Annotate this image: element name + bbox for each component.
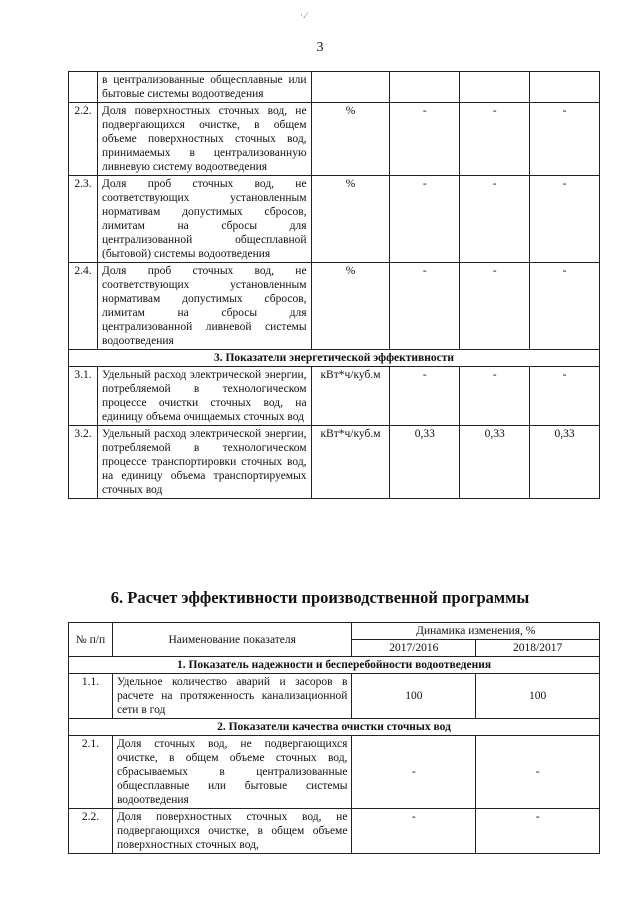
- row-number: 1.1.: [69, 674, 113, 719]
- value-cell: 100: [476, 674, 600, 719]
- value-cell: -: [530, 176, 600, 263]
- value-cell: -: [390, 367, 460, 426]
- column-header-dynamics: Динамика изменения, %: [352, 623, 600, 640]
- value-cell: -: [390, 103, 460, 176]
- value-cell: -: [352, 736, 476, 809]
- table-row: [69, 426, 600, 499]
- value-cell: -: [390, 176, 460, 263]
- value-cell: 0,33: [530, 426, 600, 499]
- page-number: 3: [316, 40, 324, 55]
- value-cell: -: [390, 263, 460, 350]
- indicator-name: Доля поверхностных сточных вод, не подвергающихся очистке, в общем объеме поверхностных сточных вод,: [112, 809, 352, 854]
- table-row: [69, 809, 600, 854]
- unit-cell: [311, 72, 390, 103]
- column-header-year: 2018/2017: [476, 640, 600, 657]
- value-cell: -: [476, 736, 600, 809]
- unit-cell: %: [311, 103, 390, 176]
- indicator-name: Удельное количество аварий и засоров в расчете на протяженность канализационной сети в год: [112, 674, 352, 719]
- value-cell: 0,33: [460, 426, 530, 499]
- value-cell: -: [530, 367, 600, 426]
- row-number: 2.1.: [69, 736, 113, 809]
- indicator-name: Доля поверхностных сточных вод, не подвергающихся очистке, в общем объеме поверхностных сточных вод, принимаемых в централизованную ливневую систему водоотведения: [97, 103, 311, 176]
- unit-cell: кВт*ч/куб.м: [311, 426, 390, 499]
- value-cell: -: [460, 263, 530, 350]
- value-cell: 0,33: [390, 426, 460, 499]
- section-heading: 2. Показатели качества очистки сточных вод: [69, 719, 600, 736]
- value-cell: -: [460, 103, 530, 176]
- column-header-number: № п/п: [69, 623, 113, 657]
- value-cell: [530, 72, 600, 103]
- table-row: [69, 367, 600, 426]
- row-number: 2.4.: [69, 263, 98, 350]
- column-header-year: 2017/2016: [352, 640, 476, 657]
- section-heading: 3. Показатели энергетической эффективности: [69, 350, 600, 367]
- table-row: [69, 263, 600, 350]
- column-header-name: Наименование показателя: [112, 623, 352, 657]
- row-number: 2.3.: [69, 176, 98, 263]
- row-number: [69, 72, 98, 103]
- value-cell: -: [460, 367, 530, 426]
- efficiency-table: [68, 622, 600, 854]
- table-row: [69, 176, 600, 263]
- indicator-name: Доля сточных вод, не подвергающихся очистке, в общем объеме сточных вод, сбрасываемых в централизованные общесплавные или бытовые системы водоотведения: [112, 736, 352, 809]
- section-heading: 1. Показатель надежности и бесперебойности водоотведения: [69, 657, 600, 674]
- section-6-title: 6. Расчет эффективности производственной программы: [110, 588, 530, 607]
- value-cell: -: [352, 809, 476, 854]
- table-row: [69, 103, 600, 176]
- section-row: [69, 719, 600, 736]
- indicator-name: Удельный расход электрической энергии, потребляемой в технологическом процессе транспортировки сточных вод, на единицу объема транспортируемых сточных вод: [97, 426, 311, 499]
- table-row: [69, 736, 600, 809]
- indicator-name: в централизованные общесплавные или бытовые системы водоотведения: [97, 72, 311, 103]
- row-number: 3.2.: [69, 426, 98, 499]
- unit-cell: %: [311, 263, 390, 350]
- row-number: 2.2.: [69, 103, 98, 176]
- indicators-table-continued: [68, 71, 600, 499]
- section-row: [69, 350, 600, 367]
- value-cell: -: [460, 176, 530, 263]
- unit-cell: кВт*ч/куб.м: [311, 367, 390, 426]
- table-row: [69, 674, 600, 719]
- indicator-name: Доля проб сточных вод, не соответствующих установленным нормативам допустимых сбросов, лимитам на сбросы для централизованной ливневой системы водоотведения: [97, 263, 311, 350]
- value-cell: [460, 72, 530, 103]
- row-number: 2.2.: [69, 809, 113, 854]
- scan-mark: ·.∕: [300, 10, 307, 20]
- value-cell: -: [476, 809, 600, 854]
- table-row: [69, 72, 600, 103]
- indicator-name: Доля проб сточных вод, не соответствующих установленным нормативам допустимых сбросов, лимитам на сбросы для централизованной общесплавной (бытовой) системы водоотведения: [97, 176, 311, 263]
- header-row: [69, 623, 600, 640]
- indicator-name: Удельный расход электрической энергии, потребляемой в технологическом процессе очистки сточных вод, на единицу объема очищаемых сточных вод: [97, 367, 311, 426]
- value-cell: [390, 72, 460, 103]
- value-cell: 100: [352, 674, 476, 719]
- value-cell: -: [530, 263, 600, 350]
- value-cell: -: [530, 103, 600, 176]
- unit-cell: %: [311, 176, 390, 263]
- section-row: [69, 657, 600, 674]
- row-number: 3.1.: [69, 367, 98, 426]
